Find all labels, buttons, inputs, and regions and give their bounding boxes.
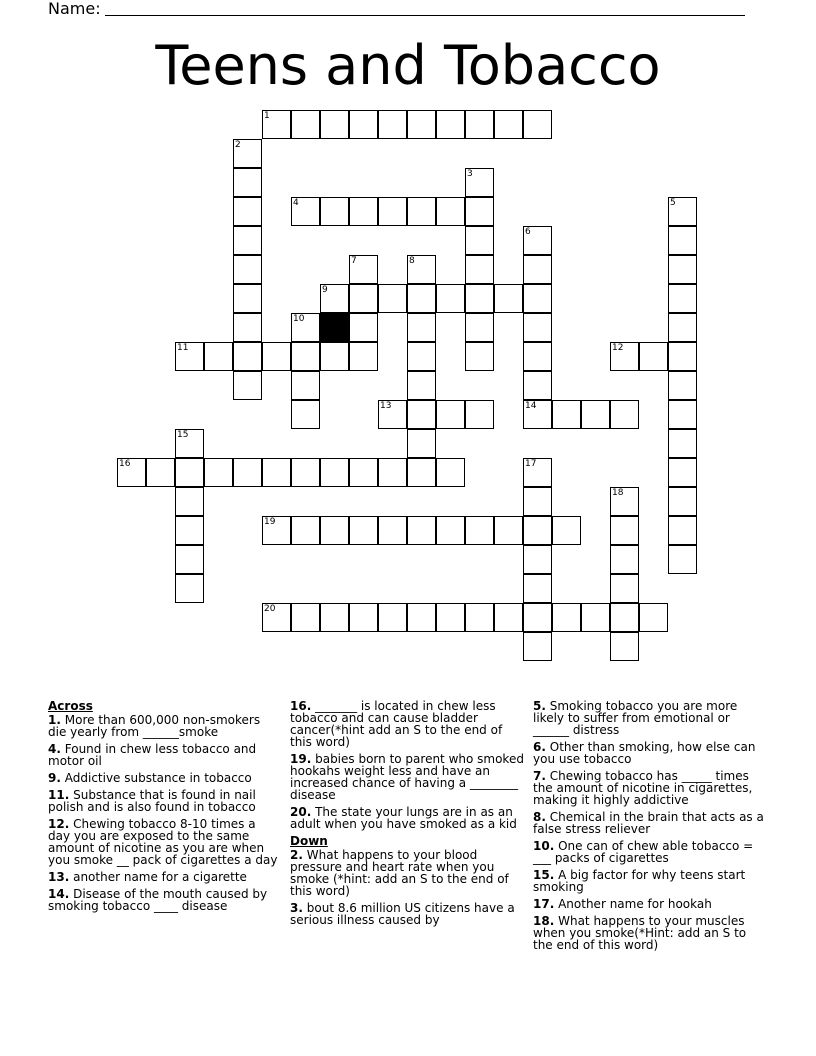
cell-number: 7 — [351, 256, 357, 266]
clue-down-15: 15. A big factor for why teens start smoking — [533, 868, 746, 894]
grid-cell[interactable] — [233, 168, 262, 197]
grid-cell[interactable] — [523, 545, 552, 574]
grid-cell[interactable] — [349, 284, 378, 313]
grid-cell[interactable] — [175, 342, 204, 371]
clue-down-17: 17. Another name for hookah — [533, 897, 712, 911]
clue-across-20: 20. The state your lungs are in as an adult when you have smoked as a kid — [290, 805, 517, 831]
cell-number: 6 — [525, 227, 531, 237]
grid-cell[interactable] — [349, 516, 378, 545]
cell-number: 11 — [177, 343, 189, 353]
grid-cell[interactable] — [552, 603, 581, 632]
clue-across-4: 4. Found in chew less tobacco and motor oil — [48, 742, 257, 768]
cell-number: 12 — [612, 343, 624, 353]
grid-cell[interactable] — [320, 110, 349, 139]
grid-cell[interactable] — [291, 110, 320, 139]
grid-cell[interactable] — [436, 458, 465, 487]
grid-cell[interactable] — [552, 400, 581, 429]
grid-cell[interactable] — [668, 458, 697, 487]
grid-cell[interactable] — [378, 110, 407, 139]
grid-cell[interactable] — [465, 516, 494, 545]
clue-across-11: 11. Substance that is found in nail polish and is also found in tobacco — [48, 788, 256, 814]
cell-number: 14 — [525, 401, 537, 411]
grid-cell[interactable] — [436, 400, 465, 429]
clue-down-6: 6. Other than smoking, how else can you use tobacco — [533, 740, 756, 766]
grid-cell[interactable] — [175, 429, 204, 458]
grid-cell[interactable] — [262, 516, 291, 545]
grid-cell[interactable] — [523, 342, 552, 371]
grid-cell[interactable] — [378, 516, 407, 545]
grid-cell[interactable] — [291, 197, 320, 226]
grid-cell[interactable] — [291, 400, 320, 429]
grid-cell[interactable] — [378, 603, 407, 632]
grid-cell[interactable] — [378, 400, 407, 429]
grid-cell[interactable] — [581, 400, 610, 429]
clue-down-18: 18. What happens to your muscles when you smoke(*Hint: add an S to the end of this word) — [533, 914, 747, 952]
grid-cell[interactable] — [233, 284, 262, 313]
clue-across-9: 9. Addictive substance in tobacco — [48, 771, 252, 785]
clue-down-3: 3. bout 8.6 million US citizens have a serious illness caused by — [290, 901, 515, 927]
grid-cell[interactable] — [523, 284, 552, 313]
grid-cell[interactable] — [610, 574, 639, 603]
cell-number: 16 — [119, 459, 131, 469]
grid-cell[interactable] — [407, 400, 436, 429]
grid-cell[interactable] — [175, 487, 204, 516]
grid-cell[interactable] — [465, 313, 494, 342]
grid-cell[interactable] — [320, 197, 349, 226]
grid-cell[interactable] — [407, 458, 436, 487]
grid-cell[interactable] — [610, 603, 639, 632]
grid-cell[interactable] — [407, 371, 436, 400]
grid-cell[interactable] — [407, 516, 436, 545]
grid-cell[interactable] — [117, 458, 146, 487]
grid-cell[interactable] — [378, 458, 407, 487]
cell-number: 15 — [177, 430, 189, 440]
grid-cell[interactable] — [668, 342, 697, 371]
grid-cell[interactable] — [610, 400, 639, 429]
grid-cell[interactable] — [291, 458, 320, 487]
grid-cell[interactable] — [523, 487, 552, 516]
grid-cell[interactable] — [610, 516, 639, 545]
grid-cell[interactable] — [610, 632, 639, 661]
across-heading: Across — [48, 699, 93, 713]
grid-cell[interactable] — [262, 342, 291, 371]
grid-cell[interactable] — [320, 603, 349, 632]
grid-cell[interactable] — [523, 574, 552, 603]
grid-cell[interactable] — [668, 284, 697, 313]
grid-cell[interactable] — [204, 458, 233, 487]
down-heading: Down — [290, 834, 328, 848]
grid-cell[interactable] — [668, 226, 697, 255]
grid-cell[interactable] — [436, 603, 465, 632]
grid-cell[interactable] — [436, 284, 465, 313]
clue-across-14: 14. Disease of the mouth caused by smoking tobacco ____ disease — [48, 887, 268, 913]
clue-down-5: 5. Smoking tobacco you are more likely to suffer from emotional or ______ distress — [533, 699, 738, 737]
grid-cell[interactable] — [523, 400, 552, 429]
grid-cell[interactable] — [291, 342, 320, 371]
grid-cell[interactable] — [349, 458, 378, 487]
cell-number: 10 — [293, 314, 305, 324]
grid-cell[interactable] — [668, 516, 697, 545]
name-label: Name: — [48, 0, 101, 18]
grid-cell[interactable] — [349, 110, 378, 139]
clue-down-8: 8. Chemical in the brain that acts as a false stress reliever — [533, 810, 764, 836]
grid-cell[interactable] — [436, 197, 465, 226]
grid-cell[interactable] — [465, 110, 494, 139]
clue-across-13: 13. another name for a cigarette — [48, 870, 247, 884]
grid-cell[interactable] — [378, 284, 407, 313]
page-title: Teens and Tobacco — [155, 34, 661, 97]
grid-cell[interactable] — [465, 255, 494, 284]
grid-cell[interactable] — [233, 197, 262, 226]
grid-cell[interactable] — [668, 429, 697, 458]
grid-cell[interactable] — [262, 603, 291, 632]
clue-across-19: 19. babies born to parent who smoked hookahs weight less and have an increased chance of having a ________ disease — [290, 752, 524, 802]
grid-cell[interactable] — [349, 342, 378, 371]
cell-number: 19 — [264, 517, 276, 527]
grid-cell[interactable] — [668, 371, 697, 400]
grid-cell[interactable] — [494, 516, 523, 545]
grid-cell[interactable] — [233, 139, 262, 168]
grid-cell[interactable] — [175, 545, 204, 574]
grid-cell[interactable] — [407, 110, 436, 139]
grid-cell[interactable] — [639, 603, 668, 632]
grid-cell[interactable] — [523, 632, 552, 661]
grid-cell[interactable] — [465, 284, 494, 313]
grid-cell[interactable] — [233, 226, 262, 255]
grid-cell[interactable] — [407, 342, 436, 371]
grid-cell[interactable] — [465, 226, 494, 255]
clue-down-10: 10. One can of chew able tobacco = ___ packs of cigarettes — [533, 839, 754, 865]
grid-cell[interactable] — [407, 603, 436, 632]
grid-cell[interactable] — [349, 313, 378, 342]
grid-cell[interactable] — [175, 516, 204, 545]
grid-cell[interactable] — [436, 516, 465, 545]
grid-cell[interactable] — [320, 458, 349, 487]
cell-number: 17 — [525, 459, 537, 469]
cell-number: 5 — [670, 198, 676, 208]
grid-cell[interactable] — [523, 313, 552, 342]
cell-number: 9 — [322, 285, 328, 295]
grid-cell[interactable] — [465, 342, 494, 371]
grid-cell[interactable] — [233, 313, 262, 342]
grid-cell[interactable] — [668, 255, 697, 284]
grid-cell[interactable] — [349, 197, 378, 226]
grid-cell[interactable] — [610, 487, 639, 516]
grid-cell[interactable] — [494, 110, 523, 139]
grid-cell[interactable] — [291, 313, 320, 342]
grid-cell[interactable] — [465, 168, 494, 197]
grid-cell[interactable] — [146, 458, 175, 487]
grid-cell[interactable] — [262, 110, 291, 139]
grid-cell[interactable] — [349, 255, 378, 284]
grid-cell[interactable] — [639, 342, 668, 371]
grid-cell[interactable] — [494, 284, 523, 313]
clue-down-7: 7. Chewing tobacco has _____ times the amount of nicotine in cigarettes, making it highly addictive — [533, 769, 753, 807]
black-square — [320, 313, 349, 342]
grid-cell[interactable] — [523, 603, 552, 632]
clue-across-12: 12. Chewing tobacco 8-10 times a day you are exposed to the same amount of nicotine as you are when you smoke __ pack of cigarettes a day — [48, 817, 278, 867]
clue-column-1 — [48, 700, 280, 917]
grid-cell[interactable] — [407, 284, 436, 313]
grid-cell[interactable] — [668, 197, 697, 226]
cell-number: 2 — [235, 140, 241, 150]
grid-cell[interactable] — [494, 603, 523, 632]
grid-cell[interactable] — [523, 516, 552, 545]
grid-cell[interactable] — [668, 545, 697, 574]
grid-cell[interactable] — [175, 574, 204, 603]
cell-number: 18 — [612, 488, 624, 498]
grid-cell[interactable] — [233, 458, 262, 487]
grid-cell[interactable] — [668, 487, 697, 516]
grid-cell[interactable] — [407, 429, 436, 458]
cell-number: 8 — [409, 256, 415, 266]
grid-cell[interactable] — [465, 400, 494, 429]
grid-cell[interactable] — [552, 516, 581, 545]
grid-cell[interactable] — [378, 197, 407, 226]
grid-cell[interactable] — [523, 458, 552, 487]
cell-number: 4 — [293, 198, 299, 208]
grid-cell[interactable] — [668, 400, 697, 429]
grid-cell[interactable] — [320, 342, 349, 371]
clue-column-3 — [533, 700, 767, 956]
grid-cell[interactable] — [668, 313, 697, 342]
grid-cell[interactable] — [233, 371, 262, 400]
grid-cell[interactable] — [523, 371, 552, 400]
grid-cell[interactable] — [262, 458, 291, 487]
grid-cell[interactable] — [436, 110, 465, 139]
grid-cell[interactable] — [523, 226, 552, 255]
grid-cell[interactable] — [233, 255, 262, 284]
grid-cell[interactable] — [407, 255, 436, 284]
cell-number: 13 — [380, 401, 392, 411]
grid-cell[interactable] — [610, 545, 639, 574]
grid-cell[interactable] — [610, 342, 639, 371]
grid-cell[interactable] — [204, 342, 233, 371]
cell-number: 3 — [467, 169, 473, 179]
grid-cell[interactable] — [175, 458, 204, 487]
clue-down-2: 2. What happens to your blood pressure and heart rate when you smoke (*hint: add an S to the end of this word) — [290, 848, 509, 898]
clue-across-1: 1. More than 600,000 non-smokers die yearly from ______smoke — [48, 713, 261, 739]
cell-number: 1 — [264, 111, 270, 121]
grid-cell[interactable] — [291, 516, 320, 545]
grid-cell[interactable] — [523, 110, 552, 139]
cell-number: 20 — [264, 604, 276, 614]
grid-cell[interactable] — [465, 603, 494, 632]
clue-across-16: 16. _______ is located in chew less tobacco and can cause bladder cancer(*hint add an S to the end of this word) — [290, 699, 503, 749]
grid-cell[interactable] — [407, 197, 436, 226]
grid-cell[interactable] — [320, 516, 349, 545]
clue-column-2 — [290, 700, 526, 931]
grid-cell[interactable] — [291, 603, 320, 632]
grid-cell[interactable] — [581, 603, 610, 632]
grid-cell[interactable] — [320, 284, 349, 313]
grid-cell[interactable] — [291, 371, 320, 400]
grid-cell[interactable] — [407, 313, 436, 342]
grid-cell[interactable] — [233, 342, 262, 371]
grid-cell[interactable] — [523, 255, 552, 284]
grid-cell[interactable] — [349, 603, 378, 632]
grid-cell[interactable] — [465, 197, 494, 226]
